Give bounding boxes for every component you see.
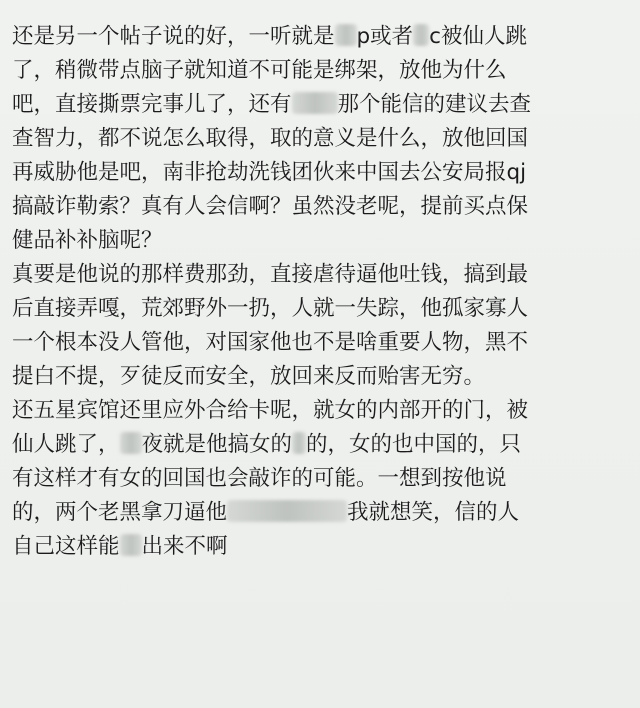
text-segment: 我就想笑，信的人 (347, 500, 520, 525)
text-segment: 那个能信的建议去查 (337, 92, 532, 117)
text-line: 有这样才有女的回国也会敲诈的可能。一想到按他说 (12, 466, 507, 491)
text-segment: p或者 (356, 24, 414, 49)
text-line (12, 20, 632, 54)
text-line: 还五星宾馆还里应外合给卡呢，就女的内部开的门，被 (12, 398, 529, 423)
redacted-blur (227, 500, 347, 522)
text-line: 真要是他说的那样费那劲，直接虐待逼他吐钱，搞到最 (12, 262, 529, 287)
text-segment: 的，女的也中国的，只 (306, 432, 522, 457)
text-line (12, 496, 632, 530)
text-line: 健品补补脑呢？ (12, 228, 163, 253)
text-segment: 吧，直接撕票完事儿了，还有 (12, 92, 292, 117)
redacted-blur (120, 534, 142, 556)
redacted-blur (292, 92, 338, 114)
text-line: 一个根本没人管他，对国家他也不是啥重要人物，黑不 (12, 330, 529, 355)
redacted-blur (292, 432, 306, 454)
text-line (12, 88, 632, 122)
text-line: 了，稍微带点脑子就知道不可能是绑架，放他为什么 (12, 58, 507, 83)
text-line (12, 530, 632, 564)
text-segment: 自己这样能 (12, 534, 120, 559)
text-line: 提白不提，歹徒反而安全，放回来反而贻害无穷。 (12, 364, 486, 389)
text-line: 再威胁他是吧，南非抢劫洗钱团伙来中国去公安局报qj (12, 160, 527, 185)
text-segment: 仙人跳了， (12, 432, 120, 457)
redacted-blur (413, 24, 429, 46)
text-segment: 还是另一个帖子说的好，一听就是 (12, 24, 335, 49)
redacted-blur (335, 24, 357, 46)
text-segment: 的，两个老黑拿刀逼他 (12, 500, 228, 525)
text-line (12, 428, 632, 462)
text-segment: 夜就是他搞女的 (141, 432, 293, 457)
text-segment: 出来不啊 (141, 534, 228, 559)
text-line: 查智力，都不说怎么取得，取的意义是什么，放他回国 (12, 126, 529, 151)
text-line: 后直接弄嘎，荒郊野外一扔，人就一失踪，他孤家寡人 (12, 296, 529, 321)
redacted-blur (120, 432, 142, 454)
text-segment: c被仙人跳 (429, 24, 527, 49)
text-line: 搞敲诈勒索？真有人会信啊？虽然没老呢，提前买点保 (12, 194, 529, 219)
